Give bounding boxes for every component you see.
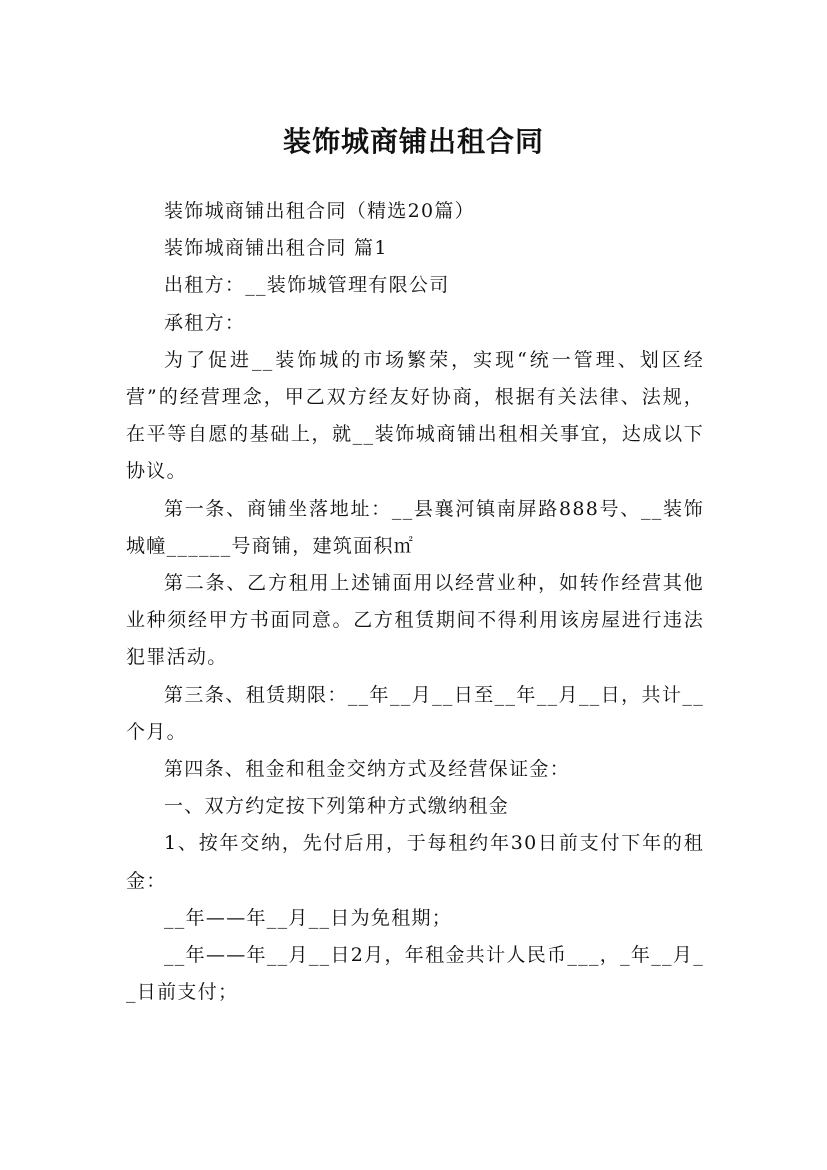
document-title: 装饰城商铺出租合同 [282,124,544,158]
paragraph-free-rent-period: __年——年__月__日为免租期； [164,906,453,929]
paragraph-clause-1: 一、双方约定按下列第种方式缴纳租金 [164,795,510,818]
paragraph-section-heading: 装饰城商铺出租合同 篇1 [164,237,388,260]
paragraph-subtitle: 装饰城商铺出租合同（精选20篇） [164,200,475,222]
paragraph-rent-payment: __年——年__月__日2月，年租金共计人民币___，_年__月__日前支付； [126,944,704,1004]
paragraph-article-4: 第四条、租金和租金交纳方式及经营保证金： [164,758,571,781]
paragraph-article-1: 第一条、商铺坐落地址：__县襄河镇南屏路888号、__装饰城幢______号商铺，建筑面积㎡ [126,497,704,557]
document-body [126,193,704,1011]
paragraph-preamble: 为了促进__装饰城的市场繁荣，实现“统一管理、划区经营”的经营理念，甲乙双方经友好协商，根据有关法律、法规，在平等自愿的基础上，就__装饰城商铺出租相关事宜，达成以下协议。 [126,348,704,483]
paragraph-lessee: 承租方： [164,311,246,334]
paragraph-clause-1-item-1: 1、按年交纳，先付后用，于每租约年30日前支付下年的租金： [126,832,704,892]
paragraph-article-3: 第三条、租赁期限：__年__月__日至__年__月__日，共计__个月。 [126,683,704,743]
paragraph-lessor: 出租方：__装饰城管理有限公司 [164,274,450,297]
paragraph-article-2: 第二条、乙方租用上述铺面用以经营业种，如转作经营其他业种须经甲方书面同意。乙方租赁期间不得利用该房屋进行违法犯罪活动。 [126,572,704,669]
